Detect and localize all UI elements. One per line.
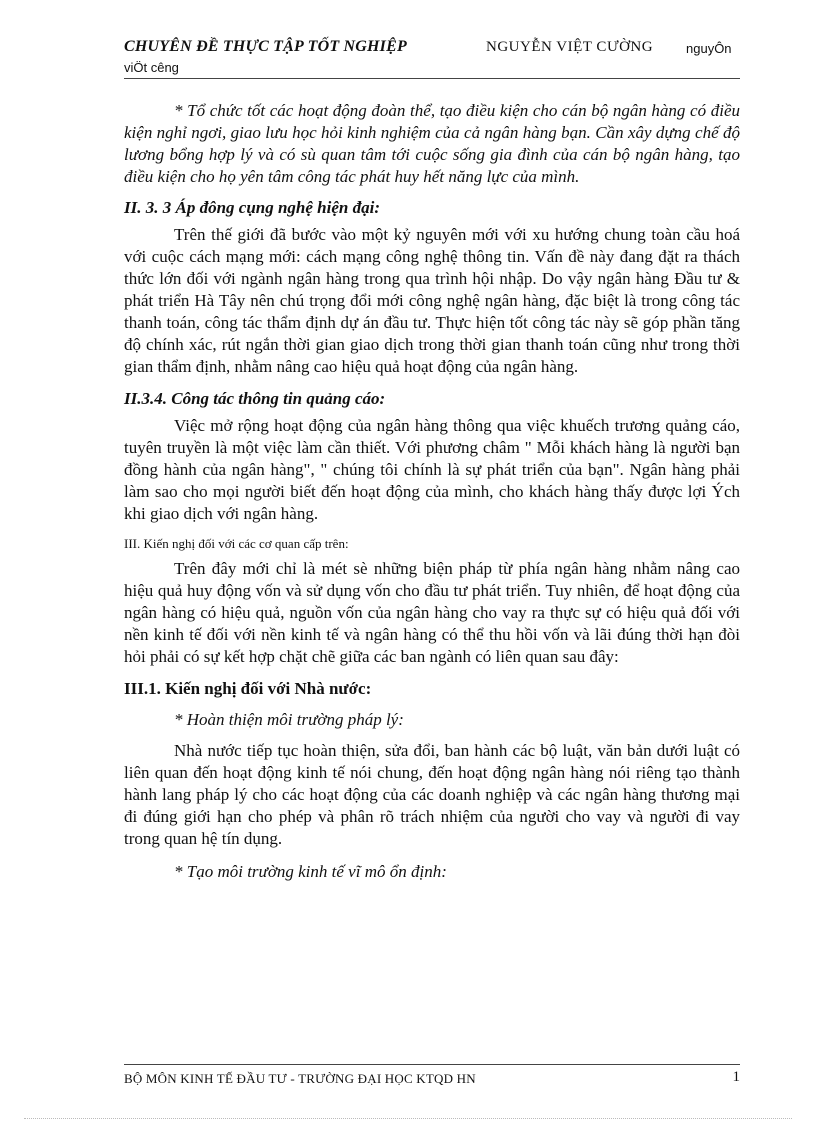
paragraph-3: Việc mở rộng hoạt động của ngân hàng thông qua việc khuếch trương quảng cáo, tuyên truyền là một việc làm cần thiết. Với phương châm " Mỗi khách hàng là người bạn đồng hành của ngân hàng", " chúng tôi chính là sự phát triển của bạn". Ngân hàng phải làm sao cho mọi người biết đến hoạt động của mình, cho khách hàng thấy được lợi Ých khi giao dịch với ngân hàng. [124, 416, 740, 523]
header-author: NGUYỄN VIỆT CƯỜNG [486, 39, 654, 55]
subheading-legal-environment: * Hoàn thiện môi trường pháp lý: [174, 710, 404, 729]
section-heading-2-3-3: II. 3. 3 Áp đông cụng nghệ hiện đại: [124, 198, 380, 217]
header-extra-text: nguyÔn [686, 41, 732, 56]
paragraph-2: Trên thế giới đã bước vào một kỷ nguyên mới với xu hướng chung toàn cầu hoá với cuộc cách mạng mới: cách mạng công nghệ thông tin. Vấn đề này đang đặt ra thách thức lớn đối với ngành ngân hàng trong qua trình hội nhập. Do vậy ngân hàng Đầu tư & phát triển Hà Tây nên chú trọng đổi mới công nghệ ngân hàng, đặc biệt là trong công tác thanh toán, công tác thẩm định dự án đầu tư. Thực hiện tốt công tác này sẽ góp phần tăng độ chính xác, rút ngắn thời gian giao dịch trong thời gian thanh toán cũng như trong thời gian thẩm định, nhằm nâng cao hiệu quả hoạt động của ngân hàng. [124, 225, 740, 376]
header-extra-text-2: viÖt cêng [124, 60, 179, 75]
footer-text: BỘ MÔN KINH TẾ ĐẦU TƯ - TRƯỜNG ĐẠI HỌC KTQD HN [124, 1071, 476, 1086]
page-number: 1 [732, 1069, 740, 1085]
section-heading-2-3-4: II.3.4. Công tác thông tin quảng cáo: [124, 389, 386, 408]
page-body [124, 100, 740, 883]
page-break-divider [24, 1118, 792, 1119]
section-heading-3: III. Kiến nghị đối với các cơ quan cấp trên: [124, 536, 349, 551]
paragraph-4: Trên đây mới chỉ là mét sè những biện pháp từ phía ngân hàng nhằm nâng cao hiệu quả huy động vốn và sử dụng vốn cho đầu tư phát triển. Tuy nhiên, để hoạt động của ngân hàng có hiệu quả, nguồn vốn của ngân hàng cho vay ra thực sự có hiệu quả đối với nền kinh tế đối với nền kinh tế và ngân hàng có thể thu hồi vốn và lãi đúng thời hạn đòi hỏi phải có sự kết hợp chặt chẽ giữa các ban ngành có liên quan sau đây: [124, 559, 740, 666]
section-heading-3-1: III.1. Kiến nghị đối với Nhà nước: [124, 679, 372, 698]
paragraph-1: * Tổ chức tốt các hoạt động đoàn thể, tạo điều kiện cho cán bộ ngân hàng có điều kiện nghỉ ngơi, giao lưu học hỏi kinh nghiệm của cả ngân hàng bạn. Cần xây dựng chế độ lương bổng hợp lý và có sù quan tâm tới cuộc sống gia đình của cán bộ ngân hàng, tạo điều kiện cho họ yên tâm công tác phát huy hết năng lực của mình. [124, 101, 740, 186]
page-header [124, 38, 740, 79]
page-footer [124, 1064, 740, 1086]
paragraph-5: Nhà nước tiếp tục hoàn thiện, sửa đổi, ban hành các bộ luật, văn bản dưới luật có liên quan đến hoạt động kinh tế nói chung, đến hoạt động ngân hàng nói riêng tạo thành hành lang pháp lý cho các hoạt động của các doanh nghiệp và các ngân hàng thương mại đi đúng giới hạn cho phép và phân rõ trách nhiệm của người cho vay và người đi vay trong quan hệ tín dụng. [124, 741, 740, 848]
subheading-macro-economy: * Tạo môi trường kinh tế vĩ mô ổn định: [174, 862, 447, 881]
header-title: CHUYÊN ĐỀ THỰC TẬP TỐT NGHIỆP [124, 38, 407, 55]
